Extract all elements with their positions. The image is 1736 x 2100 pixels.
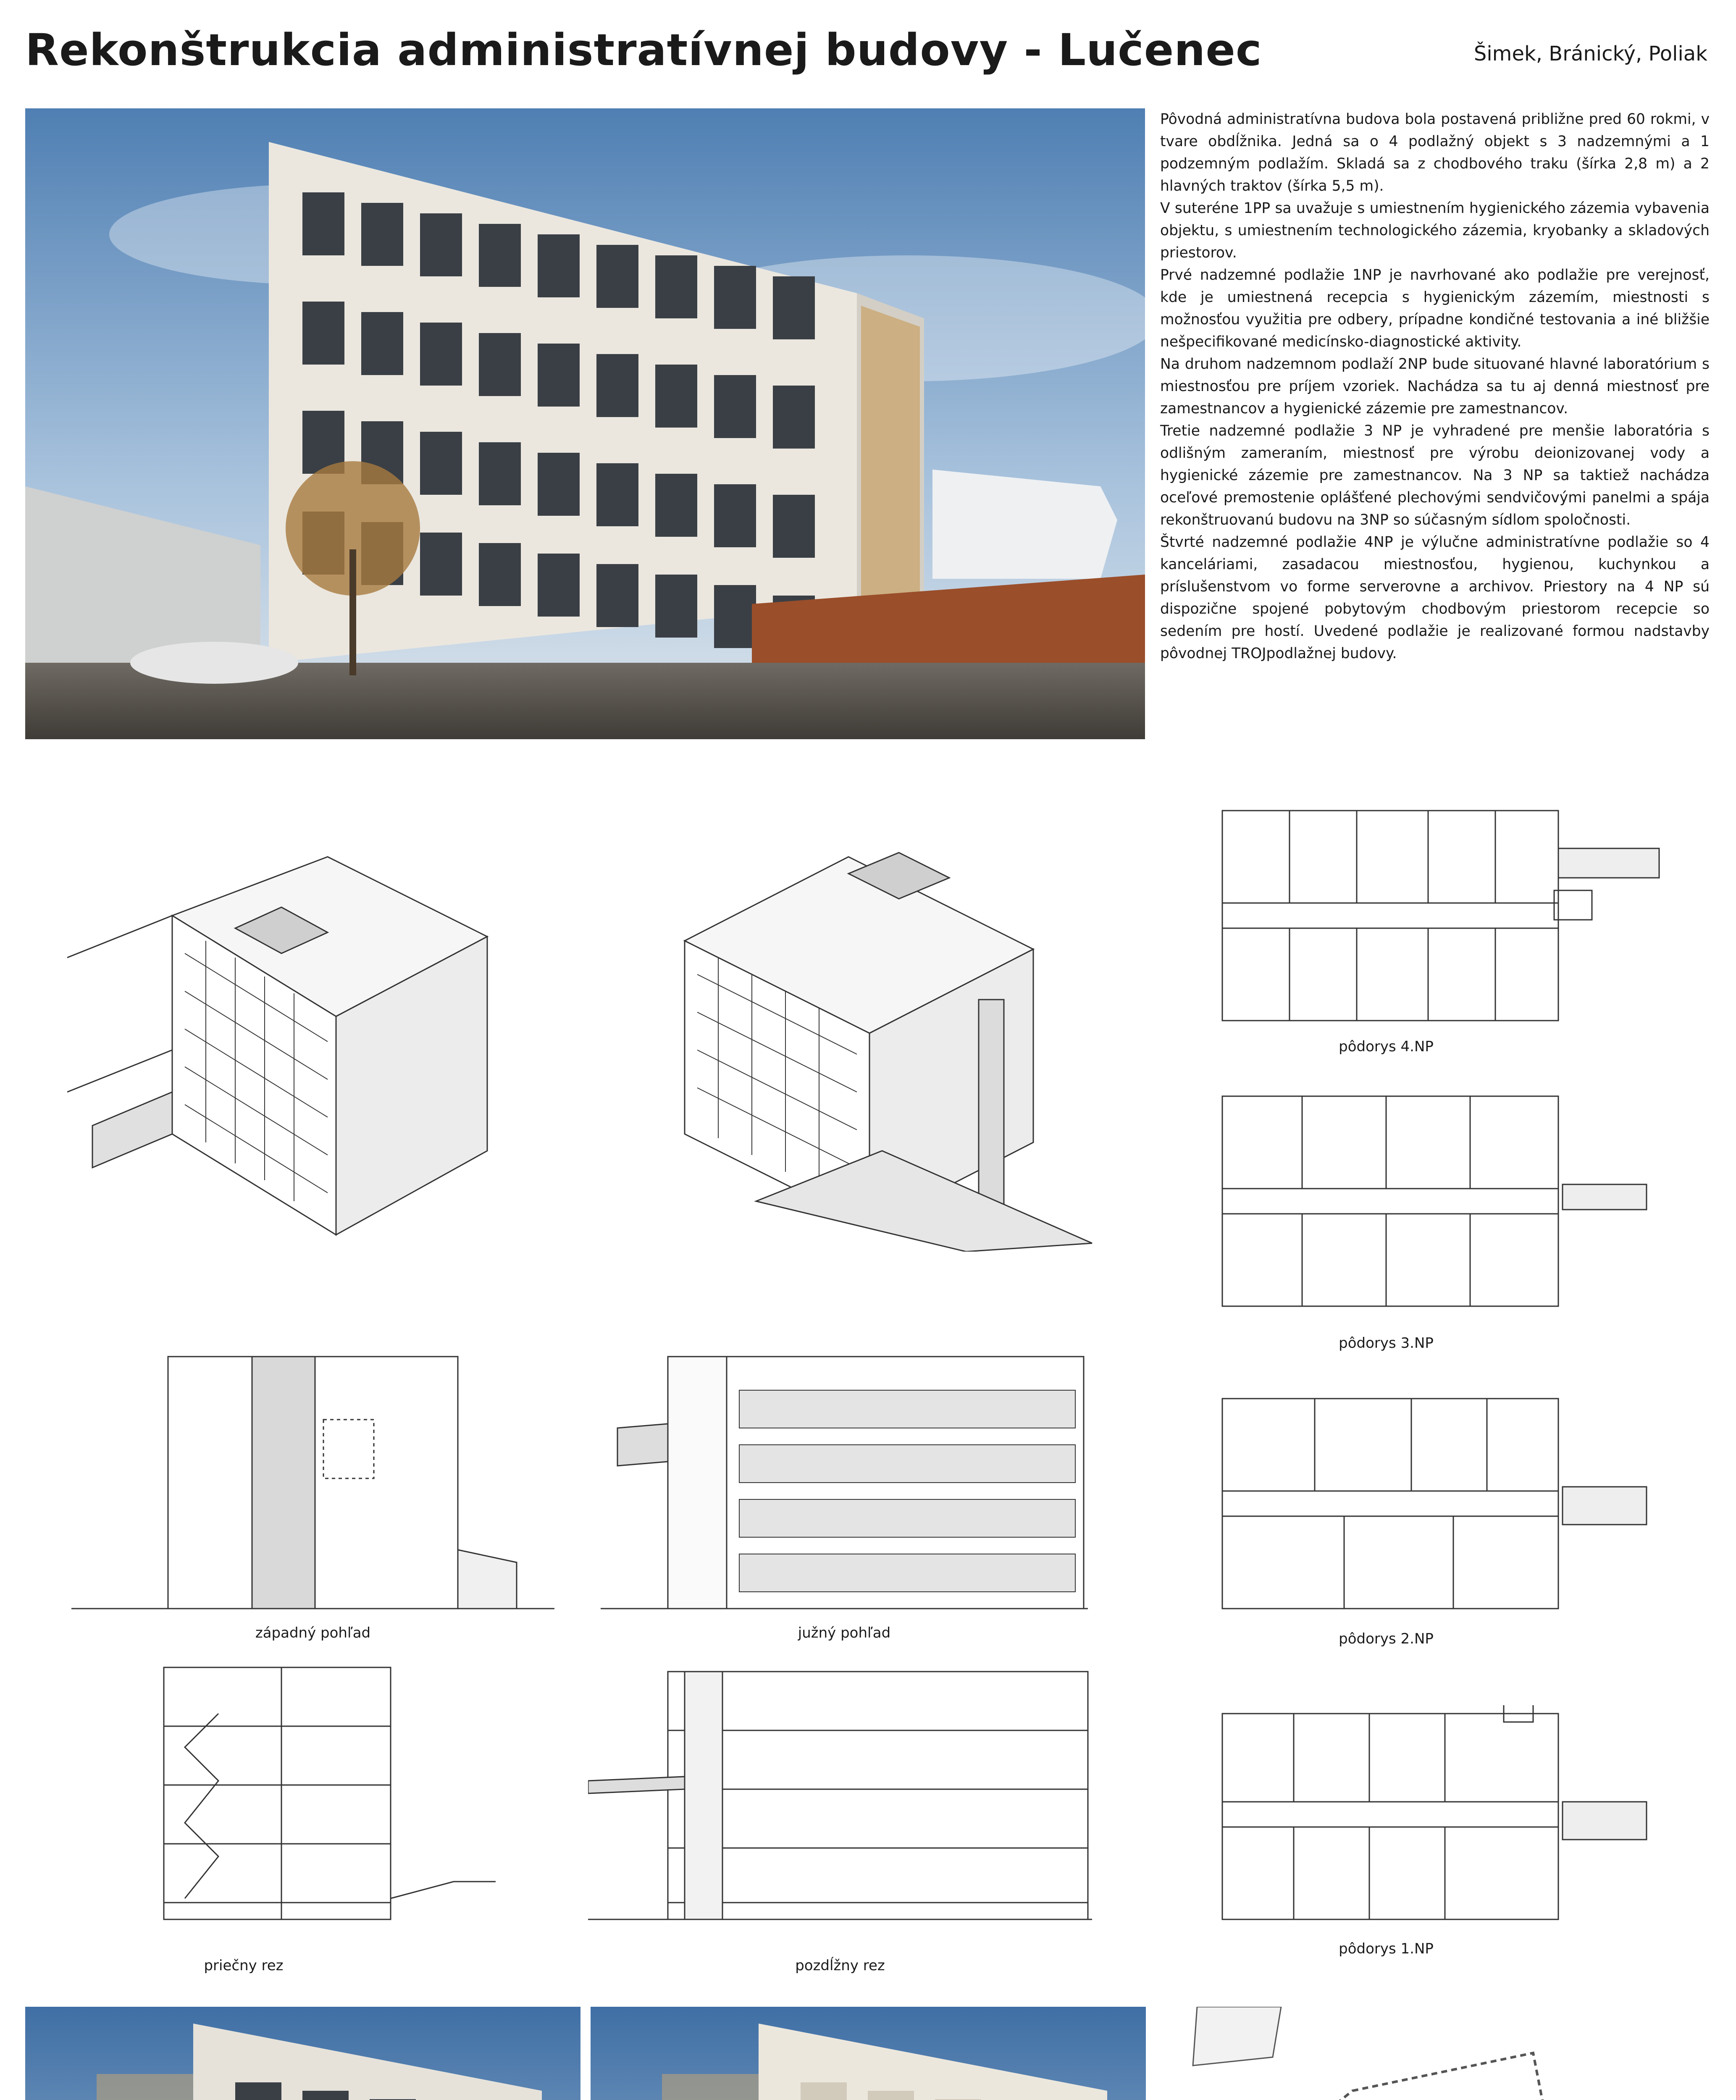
description-paragraph: Prvé nadzemné podlažie 1NP je navrhované ako podlažie pre verejnosť, kde je umiestnená recepcia s hygienickým zázemím, miestnosti s možnosťou využitia pre odbery, prípadne kondičné testovania a iné bližšie nešpecifikované medicínsko-diagnostické aktivity. (1160, 267, 1710, 350)
plan-2np-label: pôdorys 2.NP (1339, 1630, 1434, 1647)
render-bridge-daytime (25, 2007, 580, 2100)
floor-plan-4np (1218, 806, 1663, 1025)
axonometry-southeast (630, 832, 1117, 1252)
description-paragraph: Tretie nadzemné podlažie 3 NP je vyhradené pre menšie laboratória s odlišným zameraním, miestnosť pre výrobu deionizovanej vody a hygienické zázemie pre zamestnancov. Na 3 NP sa taktiež nachádza oceľové premostenie oplášťené plechovými sendvičovými panelmi a spája rekonštruovanú budovu na 3NP so súčasným sídlom spoločnosti. (1160, 423, 1710, 528)
description-paragraph: Štvrté nadzemné podlažie 4NP je výlučne administratívne podlažie so 4 kanceláriami, zasadacou miestnosťou, hygienou, kuchynkou a príslušenstvom vo forme serverovne a archivov. Priestory na 4 NP sú dispozične spojené pobytovým chodbovým priestorom recepcie so sedením pre hostí. Uvedené podlažie je realizované formou nadstavby pôvodnej TROJpodlažnej budovy. (1160, 534, 1710, 662)
hero-render (25, 108, 1145, 739)
plan-1np-label: pôdorys 1.NP (1339, 1940, 1434, 1957)
floor-plan-2np (1218, 1394, 1663, 1613)
floor-plan-1np (1218, 1705, 1663, 1924)
west-elevation (71, 1352, 554, 1621)
project-description (1160, 108, 1710, 665)
floor-plan-3np (1218, 1092, 1663, 1310)
cross-section-label: priečny rez (204, 1957, 284, 1974)
cross-section-drawing (160, 1663, 496, 1928)
west-view-label: západný pohľad (255, 1625, 371, 1641)
south-view-label: južný pohľad (798, 1625, 891, 1641)
description-paragraph: V suteréne 1PP sa uvažuje s umiestnením hygienického zázemia vybavenia objektu, s umiestnením technologického zázemia, kryobanky a skladových priestorov. (1160, 200, 1710, 261)
south-elevation (601, 1352, 1088, 1621)
render-bridge-alternative (591, 2007, 1146, 2100)
description-paragraph: Pôvodná administratívna budova bola postavená približne pred 60 rokmi, v tvare obdĺžnika. Jedná sa o 4 podlažný objekt s 3 nadzemnými a 1 podzemným podlažím. Skladá sa z chodbového traku (šírka 2,8 m) a 2 hlavných traktov (šírka 5,5 m). (1160, 111, 1710, 194)
description-paragraph: Na druhom nadzemnom podlaží 2NP bude situované hlavné laboratórium s miestnosťou pre príjem vzoriek. Nachádza sa tu aj denná miestnosť pre zamestnancov a hygienické zázemie pre zamestnancov. (1160, 356, 1710, 417)
long-section-label: pozdĺžny rez (795, 1957, 885, 1974)
plan-4np-label: pôdorys 4.NP (1339, 1038, 1434, 1055)
site-plan (1155, 2007, 1710, 2100)
plan-3np-label: pôdorys 3.NP (1339, 1335, 1434, 1352)
authors: Šimek, Bránický, Poliak (1473, 42, 1707, 66)
longitudinal-section-drawing (588, 1663, 1092, 1928)
axonometry-northwest (67, 832, 546, 1252)
page-title: Rekonštrukcia administratívnej budovy - Lučenec (25, 24, 1262, 76)
